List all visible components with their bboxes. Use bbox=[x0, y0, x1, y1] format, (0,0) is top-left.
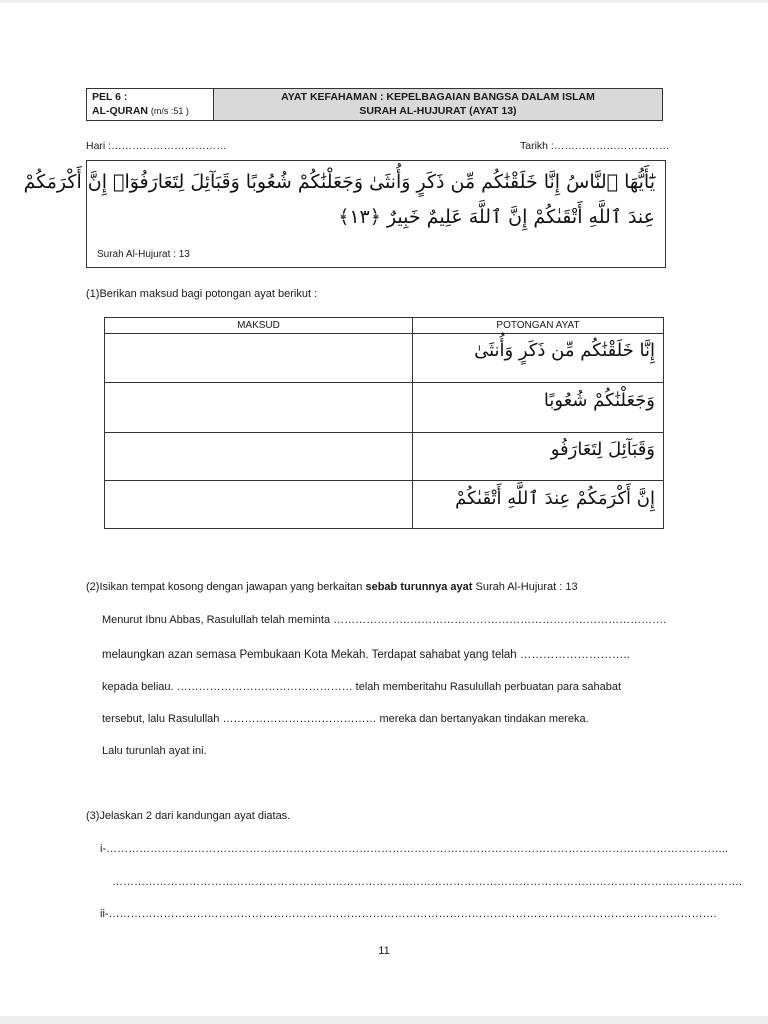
maksud-answer-cell-4[interactable] bbox=[107, 482, 410, 527]
lesson-header bbox=[86, 88, 663, 121]
row-divider bbox=[105, 480, 663, 481]
ayat-line-1: يَٰٓأَيُّهَا ٱلنَّاسُ إِنَّا خَلَقْنَٰكُم مِّن ذَكَرٍ وَأُنثَىٰ وَجَعَلْنَٰكُمْ شُعُوبًا وَقَبَآئِلَ لِتَعَارَفُوٓا۟ إِنَّ أَكْرَمَكُمْ bbox=[23, 171, 655, 193]
lesson-title bbox=[214, 89, 662, 120]
question-2-suffix: Surah Al-Hujurat : 13 bbox=[472, 581, 578, 593]
row-divider bbox=[105, 382, 663, 383]
subject-line bbox=[92, 104, 208, 118]
fill-line-4[interactable]: tersebut, lalu Rasulullah …………………………………… mereka dan bertanyakan tindakan mereka. bbox=[102, 713, 589, 725]
column-divider bbox=[412, 318, 413, 528]
lesson-label bbox=[87, 89, 214, 120]
maksud-answer-cell-2[interactable] bbox=[107, 384, 410, 431]
hari-field[interactable]: Hari :…………………………… bbox=[86, 140, 227, 152]
ayat-line-2: عِندَ ٱللَّهِ أَتْقَىٰكُمْ إِنَّ ٱللَّهَ عَلِيمٌ خَبِيرٌ ﴿١٣﴾ bbox=[338, 206, 655, 228]
question-2-bold: sebab turunnya ayat bbox=[365, 581, 473, 593]
fill-line-5: Lalu turunlah ayat ini. bbox=[102, 745, 207, 757]
answer-line-ii[interactable]: ii-…………………………………………………………………………………………………………………………………………………. bbox=[100, 908, 717, 920]
maksud-answer-cell-1[interactable] bbox=[107, 335, 410, 381]
ayat-reference: Surah Al-Hujurat : 13 bbox=[97, 249, 190, 260]
page-reference: (m/s :51 ) bbox=[150, 106, 189, 116]
question-1: (1)Berikan maksud bagi potongan ayat berikut : bbox=[86, 288, 318, 300]
maksud-table bbox=[104, 317, 664, 529]
fill-line-2[interactable]: melaungkan azan semasa Pembukaan Kota Mekah. Terdapat sahabat yang telah ……………………….. bbox=[102, 649, 630, 661]
question-2-prefix: (2)Isikan tempat kosong dengan jawapan yang berkaitan bbox=[86, 581, 366, 593]
col-maksud-header: MAKSUD bbox=[237, 320, 280, 331]
col-potongan-header: POTONGAN AYAT bbox=[496, 320, 580, 331]
fill-line-1[interactable]: Menurut Ibnu Abbas, Rasulullah telah meminta ………………………………………………………………………………. bbox=[102, 614, 667, 626]
potongan-ayat-3: وَقَبَآئِلَ لِتَعَارَفُو bbox=[550, 439, 655, 460]
fill-line-3[interactable]: kepada beliau. ………………………………………… telah memberitahu Rasulullah perbuatan para sahabat bbox=[102, 681, 622, 693]
maksud-answer-cell-3[interactable] bbox=[107, 434, 410, 479]
row-divider bbox=[105, 432, 663, 433]
potongan-ayat-2: وَجَعَلْنَٰكُمْ شُعُوبًا bbox=[543, 390, 655, 411]
bottom-edge bbox=[0, 1016, 768, 1024]
title-line-1: AYAT KEFAHAMAN : KEPELBAGAIAN BANGSA DALAM ISLAM bbox=[281, 91, 595, 103]
potongan-ayat-1: إِنَّا خَلَقْنَٰكُم مِّن ذَكَرٍ وَأُنثَىٰ bbox=[474, 340, 655, 361]
ayat-box bbox=[23, 160, 666, 268]
answer-line-i-continued[interactable]: ………………………………………………………………………………………………………………………………………………………. bbox=[112, 876, 743, 888]
row-divider bbox=[105, 333, 663, 334]
subject-name: AL-QURAN bbox=[92, 105, 148, 117]
tarikh-field[interactable]: Tarikh :…………………………… bbox=[520, 140, 670, 152]
lesson-number: PEL 6 : bbox=[92, 91, 128, 103]
question-2 bbox=[86, 581, 578, 593]
potongan-ayat-4: إِنَّ أَكْرَمَكُمْ عِندَ ٱللَّهِ أَتْقَىٰكُمْ bbox=[455, 488, 655, 509]
answer-line-i[interactable]: i-…………………………………………………………………………………………………………………………………………………….. bbox=[100, 843, 729, 855]
page-number: 11 bbox=[378, 945, 390, 957]
title-line-2: SURAH AL-HUJURAT (AYAT 13) bbox=[359, 105, 517, 117]
top-edge bbox=[0, 0, 768, 3]
question-3: (3)Jelaskan 2 dari kandungan ayat diatas. bbox=[86, 810, 291, 822]
